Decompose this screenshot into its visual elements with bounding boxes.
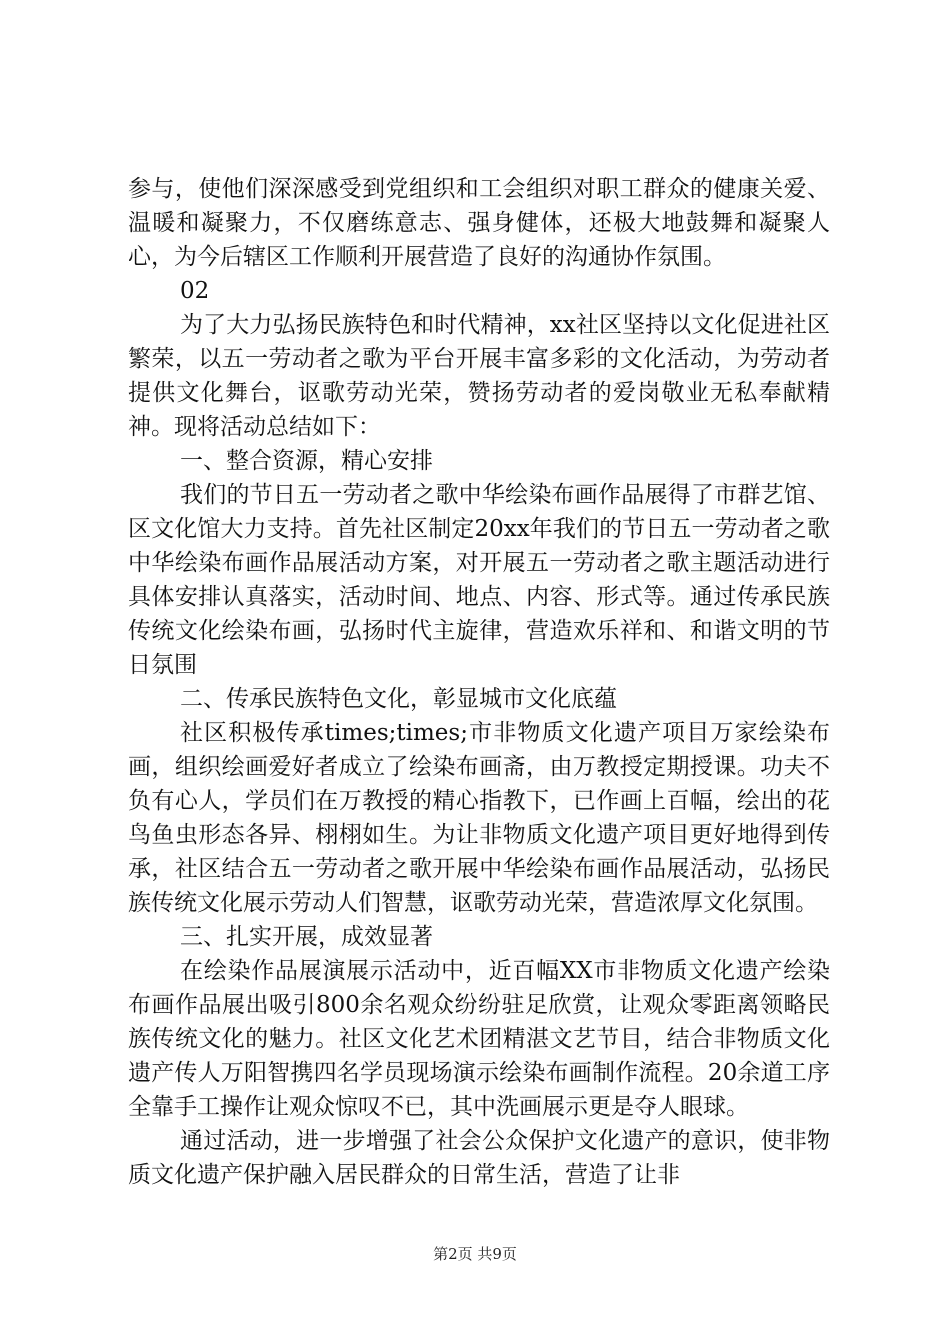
section-heading-3: 三、扎实开展，成效显著 [180, 924, 433, 950]
document-body [128, 172, 830, 1192]
paragraph-section-3: 在绘染作品展演展示活动中，近百幅XX市非物质文化遗产绘染布画作品展出吸引800余名观众纷纷驻足欣赏，让观众零距离领略民族传统文化的魅力。社区文化艺术团精湛文艺节目，结合非物质文化遗产传人万阳智携四名学员现场演示绘染布画制作流程。20余道工序全靠手工操作让观众惊叹不已，其中洗画展示更是夺人眼球。 [128, 958, 830, 1120]
paragraph-section-2: 社区积极传承times;times;市非物质文化遗产项目万家绘染布画，组织绘画爱好者成立了绘染布画斋，由万教授定期授课。功夫不负有心人，学员们在万教授的精心指教下，已作画上百幅，绘出的花鸟鱼虫形态各异、栩栩如生。为让非物质文化遗产项目更好地得到传承，社区结合五一劳动者之歌开展中华绘染布画作品展活动，弘扬民族传统文化展示劳动人们智慧，讴歌劳动光荣，营造浓厚文化氛围。 [128, 720, 830, 916]
section-number: 02 [180, 278, 210, 304]
paragraph-closing: 通过活动，进一步增强了社会公众保护文化遗产的意识，使非物质文化遗产保护融入居民群众的日常生活，营造了让非 [128, 1128, 830, 1188]
paragraph-1: 参与，使他们深深感受到党组织和工会组织对职工群众的健康关爱、温暖和凝聚力，不仅磨练意志、强身健体，还极大地鼓舞和凝聚人心，为今后辖区工作顺利开展营造了良好的沟通协作氛围。 [128, 176, 830, 270]
page-footer: 第2页 共9页 [433, 1245, 517, 1263]
section-heading-1: 一、整合资源，精心安排 [180, 448, 433, 474]
paragraph-section-1: 我们的节日五一劳动者之歌中华绘染布画作品展得了市群艺馆、区文化馆大力支持。首先社区制定20xx年我们的节日五一劳动者之歌中华绘染布画作品展活动方案，对开展五一劳动者之歌主题活动进行具体安排认真落实，活动时间、地点、内容、形式等。通过传承民族传统文化绘染布画，弘扬时代主旋律，营造欢乐祥和、和谐文明的节日氛围 [128, 482, 830, 678]
section-heading-2: 二、传承民族特色文化，彰显城市文化底蕴 [180, 686, 617, 712]
paragraph-intro: 为了大力弘扬民族特色和时代精神，xx社区坚持以文化促进社区繁荣，以五一劳动者之歌为平台开展丰富多彩的文化活动，为劳动者提供文化舞台，讴歌劳动光荣，赞扬劳动者的爱岗敬业无私奉献精神。现将活动总结如下： [128, 312, 830, 440]
